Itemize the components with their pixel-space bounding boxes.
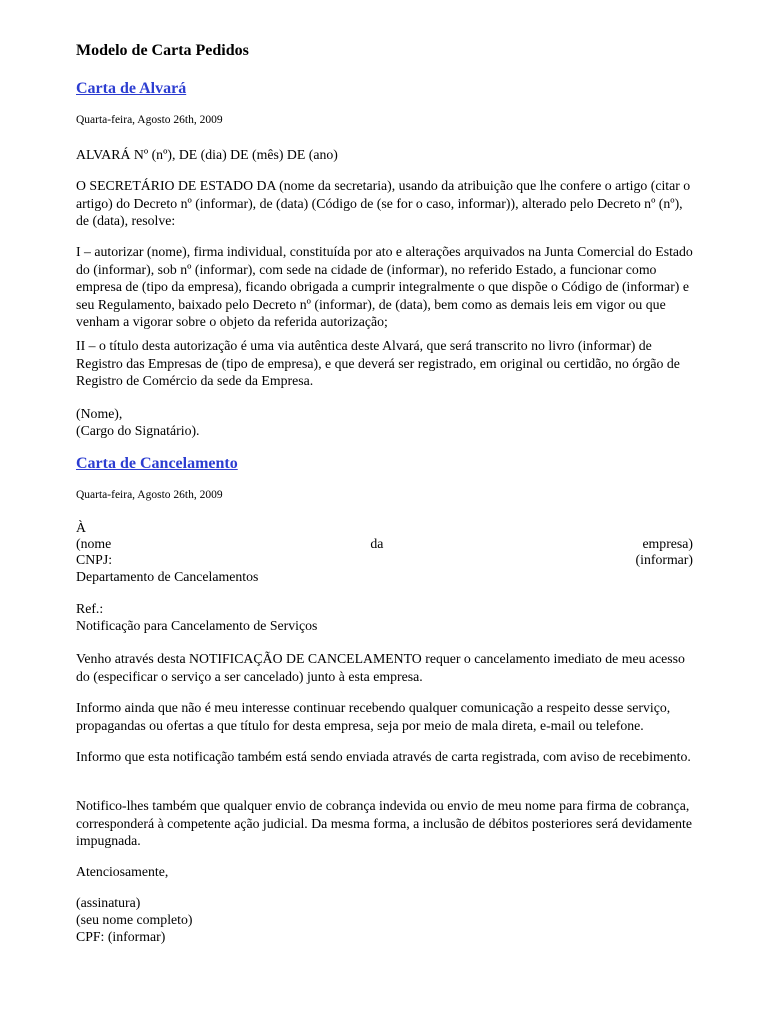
- alvara-date: Quarta-feira, Agosto 26th, 2009: [76, 114, 223, 126]
- recipient-prefix: À: [76, 520, 86, 535]
- recipient-name-word: (nome: [76, 536, 112, 551]
- cancelamento-date: Quarta-feira, Agosto 26th, 2009: [76, 489, 223, 501]
- document-title: Modelo de Carta Pedidos: [76, 42, 249, 59]
- recipient-name-line: [76, 535, 693, 553]
- alvara-heading-link[interactable]: Carta de Alvará: [76, 80, 187, 97]
- cancelamento-paragraph-4: Notifico-lhes também que qualquer envio de cobrança indevida ou envio de meu nome para firma de cobrança, corresponderá à competente ação judicial. Da mesma forma, a inclusão de débitos posteriores será devidamente impugnada.: [76, 798, 693, 849]
- reference-label: Ref.:: [76, 601, 104, 616]
- cancelamento-paragraph-1: Venho através desta NOTIFICAÇÃO DE CANCELAMENTO requer o cancelamento imediato de meu acesso do (especificar o serviço a ser cancelado) junto à esta empresa.: [76, 651, 685, 684]
- cnpj-label: CNPJ:: [76, 552, 113, 567]
- cancelamento-paragraph-2: Informo ainda que não é meu interesse continuar recebendo qualquer comunicação a respeito desse serviço, propagandas ou ofertas a que título for desta empresa, seja por meio de mala direta, e-mail ou telefone.: [76, 700, 671, 733]
- alvara-signer-role: (Cargo do Signatário).: [76, 423, 200, 438]
- recipient-cnpj-line: [76, 551, 693, 569]
- alvara-signer-name: (Nome),: [76, 406, 123, 421]
- closing: Atenciosamente,: [76, 864, 169, 879]
- alvara-title-line: ALVARÁ Nº (nº), DE (dia) DE (mês) DE (ano): [76, 147, 338, 162]
- cancelamento-heading-link[interactable]: Carta de Cancelamento: [76, 455, 238, 472]
- recipient-name-word: da: [370, 536, 384, 551]
- reference-subject: Notificação para Cancelamento de Serviços: [76, 618, 318, 633]
- recipient-department: Departamento de Cancelamentos: [76, 569, 259, 584]
- recipient-name-word: empresa): [642, 536, 693, 551]
- cancelamento-paragraph-3: Informo que esta notificação também está sendo enviada através de carta registrada, com aviso de recebimento.: [76, 749, 691, 764]
- alvara-paragraph-3: II – o título desta autorização é uma via autêntica deste Alvará, que será transcrito no livro (informar) de Registro das Empresas de (tipo de empresa), e que deverá ser registrado, em original ou certidão, no órgão de Registro de Comércio da sede da Empresa.: [76, 338, 680, 389]
- cnpj-value: (informar): [635, 552, 693, 567]
- signature-placeholder: (assinatura): [76, 895, 141, 910]
- alvara-paragraph-2: I – autorizar (nome), firma individual, constituída por ato e alterações arquivados na Junta Comercial do Estado do (informar), sob nº (informar), com sede na cidade de (informar), no referido Estado, a funcionar como empresa de (tipo da empresa), ficando obrigada a cumprir integralmente o que dispõe o Código de (informar) e seu Regulamento, baixado pelo Decreto nº (informar), de (data), bem como as demais leis em vigor ou que venham a vigorar sobre o objeto da referida autorização;: [76, 244, 693, 330]
- alvara-paragraph-1: O SECRETÁRIO DE ESTADO DA (nome da secretaria), usando da atribuição que lhe confere o artigo (citar o artigo) do Decreto nº (informar), de (data) (Código de (se for o caso, informar)), alterado pelo Decreto nº (nº), de (data), resolve:: [76, 178, 691, 229]
- cpf-line: CPF: (informar): [76, 929, 166, 944]
- full-name-placeholder: (seu nome completo): [76, 912, 193, 927]
